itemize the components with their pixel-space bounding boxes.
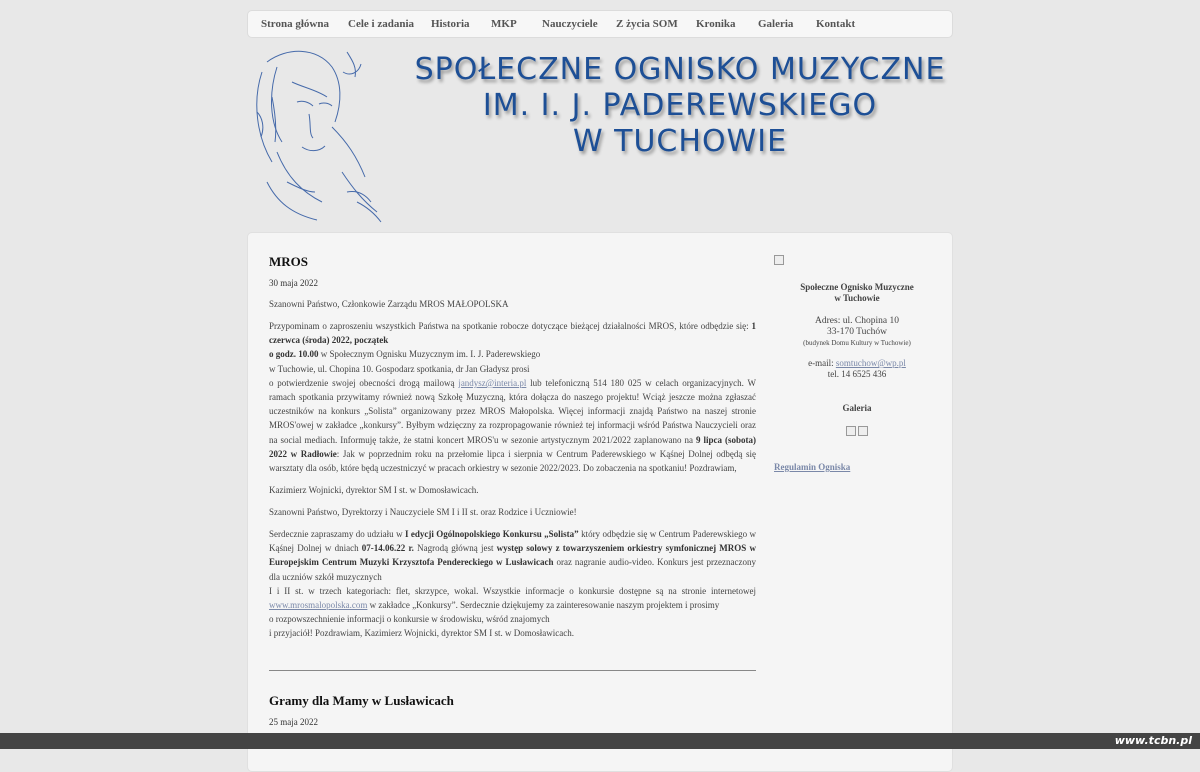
org-name: Społeczne Ognisko Muzyczne w Tuchowie: [800, 282, 914, 303]
regulations-block: [774, 462, 940, 473]
post-paragraph: Szanowni Państwo, Dyrektorzy i Nauczyciele SM I i II st. oraz Rodzice i Uczniowie!: [269, 507, 577, 517]
nav-strona-glowna[interactable]: Strona główna: [261, 18, 329, 30]
site-title-line-1: SPOŁECZNE OGNISKO MUZYCZNE: [414, 52, 946, 87]
post-paragraph: Przypominam o zaproszeniu wszystkich Państwa na spotkanie robocze dotyczące bieżącej działalności MROS, które odbędzie się: 1 czerwca (środa) 2022, początek o godz. 10.00 w Społecznym Ognisku Muzycznym im. I. J. Paderewskiego w Tuchowie, ul. Chopina 10. Gospodarz spotkania, dr Jan Gładysz prosi o potwierdzenie swojej obecności drogą mailową jandysz@interia.pl lub telefoniczną 514 180 025 w celach organizacyjnych. W ramach spotkania przywitamy również nową Szkołę Muzyczną, która dołącza do naszego projektu! Wciąż jeszcze można zgłaszać uczestników na konkurs „Solista” organizowany przez MROS Małopolska. Więcej informacji znajdą Państwo na naszej stronie MROS'owej w zakładce „konkursy”. Byłbym wdzięczny za rozpropagowanie również tej informacji wśród Państwa Nauczycieli oraz na social mediach. Informuję także, że statni koncert MROS'u w sezonie artystycznym 2021/2022 zaplanowano na 9 lipca (sobota) 2022 w Radłowie: Jak w poprzednim roku na przełomie lipca i sierpnia w Centrum Paderewskiego w Kąśnej Dolnej odbędą się warsztaty dla osób, które będą uczestniczyć w pracach orkiestry w sezonie 2022/2023. Do zobaczenia na spotkaniu! Pozdrawiam,: [269, 321, 757, 474]
watermark-text: www.tcbn.pl: [1114, 734, 1192, 747]
mros-website-link[interactable]: www.mrosmalopolska.com: [269, 600, 368, 611]
nav-z-zycia-som[interactable]: Z życia SOM: [616, 18, 678, 30]
gallery-heading: Galeria: [842, 403, 872, 413]
nav-historia[interactable]: Historia: [431, 18, 470, 30]
nav-nauczyciele[interactable]: Nauczyciele: [542, 18, 598, 30]
site-title: [407, 52, 953, 160]
address: Adres: ul. Chopina 10 33-170 Tuchów: [815, 316, 899, 337]
regulations-link[interactable]: Regulamin Ogniska: [774, 462, 851, 472]
nav-cele-i-zadania[interactable]: Cele i zadania: [348, 18, 414, 30]
watermark-bar: [0, 733, 1200, 749]
post-divider: [269, 670, 756, 671]
nav-galeria[interactable]: Galeria: [758, 18, 794, 30]
post-date: 30 maja 2022: [269, 278, 318, 288]
gallery-thumbnails: [774, 425, 940, 436]
paderewski-sketch-logo: [247, 42, 387, 224]
nav-kronika[interactable]: Kronika: [696, 18, 736, 30]
site-title-line-2: IM. I. J. PADEREWSKIEGO: [482, 88, 878, 123]
post-date: 25 maja 2022: [269, 717, 318, 727]
address-note: (budynek Domu Kultury w Tuchowie): [803, 339, 911, 347]
nav-mkp[interactable]: MKP: [491, 18, 517, 30]
email-link[interactable]: somtuchow@wp.pl: [835, 358, 906, 368]
post-title[interactable]: MROS: [269, 254, 308, 269]
email-link[interactable]: jandysz@interia.pl: [458, 377, 527, 388]
post-title[interactable]: Gramy dla Mamy w Lusławicach: [269, 693, 454, 708]
broken-image-icon: [774, 251, 784, 269]
site-header: [247, 42, 953, 224]
content-panel: [247, 232, 953, 772]
main-navigation: [247, 10, 953, 38]
gallery-image-icon[interactable]: [858, 426, 868, 436]
post-paragraph: Kazimierz Wojnicki, dyrektor SM I st. w Domosławicach.: [269, 485, 479, 495]
post-paragraph: Serdecznie zapraszamy do udziału w I edycji Ogólnopolskiego Konkursu „Solista” który odbędzie się w Centrum Paderewskiego w Kąśnej Dolnej w dniach 07-14.06.22 r. Nagrodą główną jest występ solowy z towarzyszeniem orkiestry symfonicznej MROS w Europejskim Centrum Muzyki Krzysztofa Pendereckiego w Lusławicach oraz nagranie audio-video. Konkurs jest przeznaczony dla uczniów szkół muzycznych I i II st. w trzech kategoriach: flet, skrzypce, wokal. Wszystkie informacje o konkursie dostępne są na stronie internetowej www.mrosmalopolska.com w zakładce „Konkursy”. Serdecznie dziękujemy za zainteresowanie naszym projektem i prosimy o rozpowszechnienie informacji o konkursie w środowisku, wśród znajomych i przyjaciół! Pozdrawiam, Kazimierz Wojnicki, dyrektor SM I st. w Domosławicach.: [269, 529, 757, 639]
post-paragraph: Szanowni Państwo, Członkowie Zarządu MROS MAŁOPOLSKA: [269, 299, 509, 309]
site-title-line-3: W TUCHOWIE: [572, 124, 788, 159]
contact-email: e-mail: somtuchow@wp.pl: [808, 358, 906, 368]
nav-kontakt[interactable]: Kontakt: [816, 18, 856, 30]
gallery-image-icon[interactable]: [846, 426, 856, 436]
contact-phone: tel. 14 6525 436: [827, 369, 887, 379]
